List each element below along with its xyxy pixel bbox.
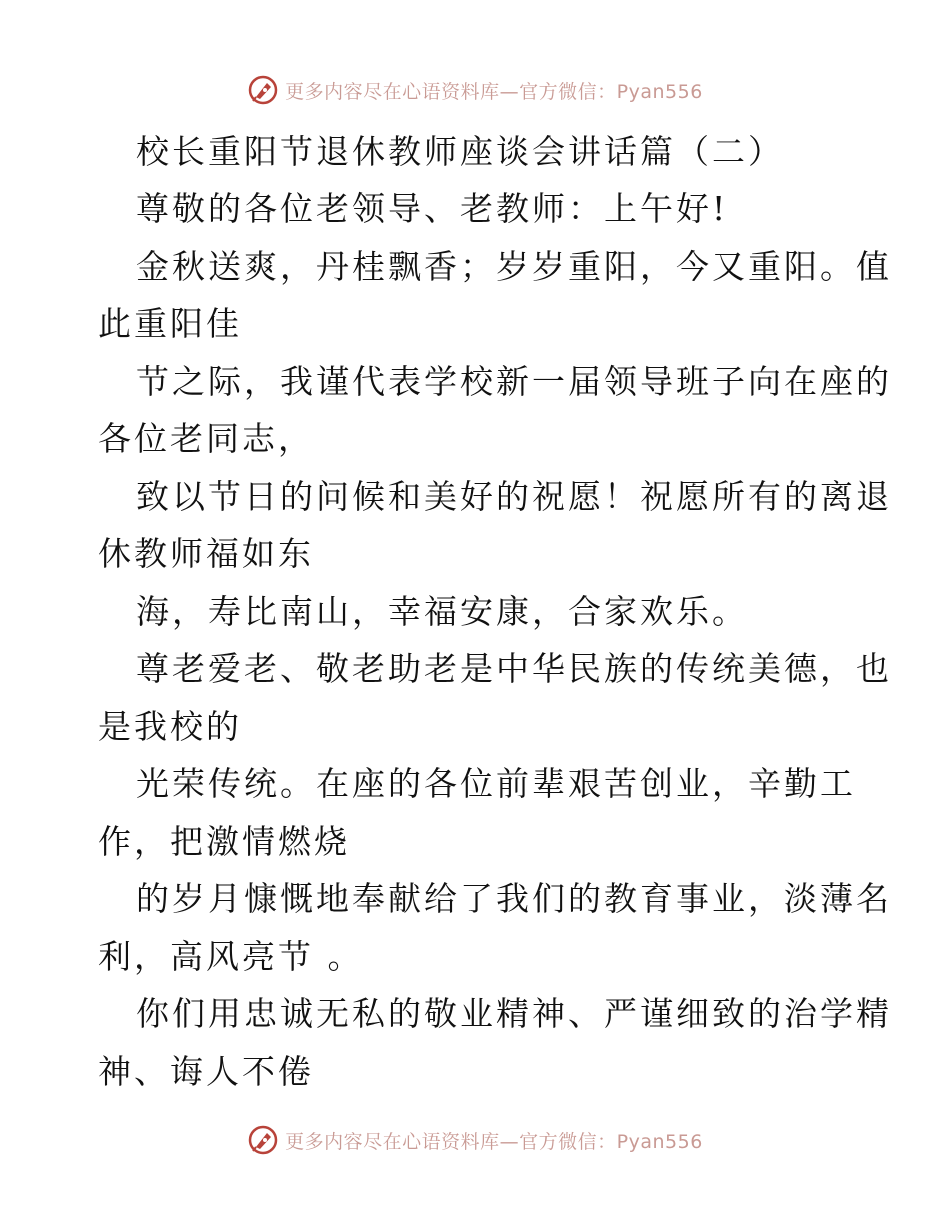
paragraph-line: 光荣传统。在座的各位前辈艰苦创业，辛勤工 <box>136 764 856 803</box>
paragraph-line: 你们用忠诚无私的敬业精神、严谨细致的治学精 <box>136 994 892 1033</box>
paragraph-line: 此重阳佳 <box>98 304 242 343</box>
paragraph-line: 金秋送爽，丹桂飘香；岁岁重阳，今又重阳。值 <box>136 247 892 286</box>
paragraph-line: 尊老爱老、敬老助老是中华民族的传统美德，也 <box>136 649 892 688</box>
paragraph-line: 的岁月慷慨地奉献给了我们的教育事业，淡薄名 <box>136 879 892 918</box>
document-title: 校长重阳节退休教师座谈会讲话篇（二） <box>136 132 784 171</box>
paragraph-line: 休教师福如东 <box>98 534 314 573</box>
paragraph-line: 节之际，我谨代表学校新一届领导班子向在座的 <box>136 362 892 401</box>
paragraph-line: 利，高风亮节 。 <box>98 937 364 976</box>
paragraph-line: 海，寿比南山，幸福安康，合家欢乐。 <box>136 592 748 631</box>
paragraph-line: 致以节日的问候和美好的祝愿！祝愿所有的离退 <box>136 477 892 516</box>
pen-nib-circle-icon <box>247 74 279 106</box>
footer-watermark <box>0 1120 950 1160</box>
pen-nib-circle-icon <box>247 1124 279 1156</box>
watermark-text: 更多内容尽在心语资料库—官方微信：Pyan556 <box>285 80 703 103</box>
paragraph-line: 各位老同志， <box>98 419 314 458</box>
watermark-text: 更多内容尽在心语资料库—官方微信：Pyan556 <box>285 1130 703 1153</box>
header-watermark <box>0 70 950 110</box>
paragraph-line: 是我校的 <box>98 707 242 746</box>
paragraph-line: 神、诲人不倦 <box>98 1052 314 1091</box>
paragraph-line: 作，把激情燃烧 <box>98 822 350 861</box>
salutation: 尊敬的各位老领导、老教师：上午好! <box>136 189 729 228</box>
